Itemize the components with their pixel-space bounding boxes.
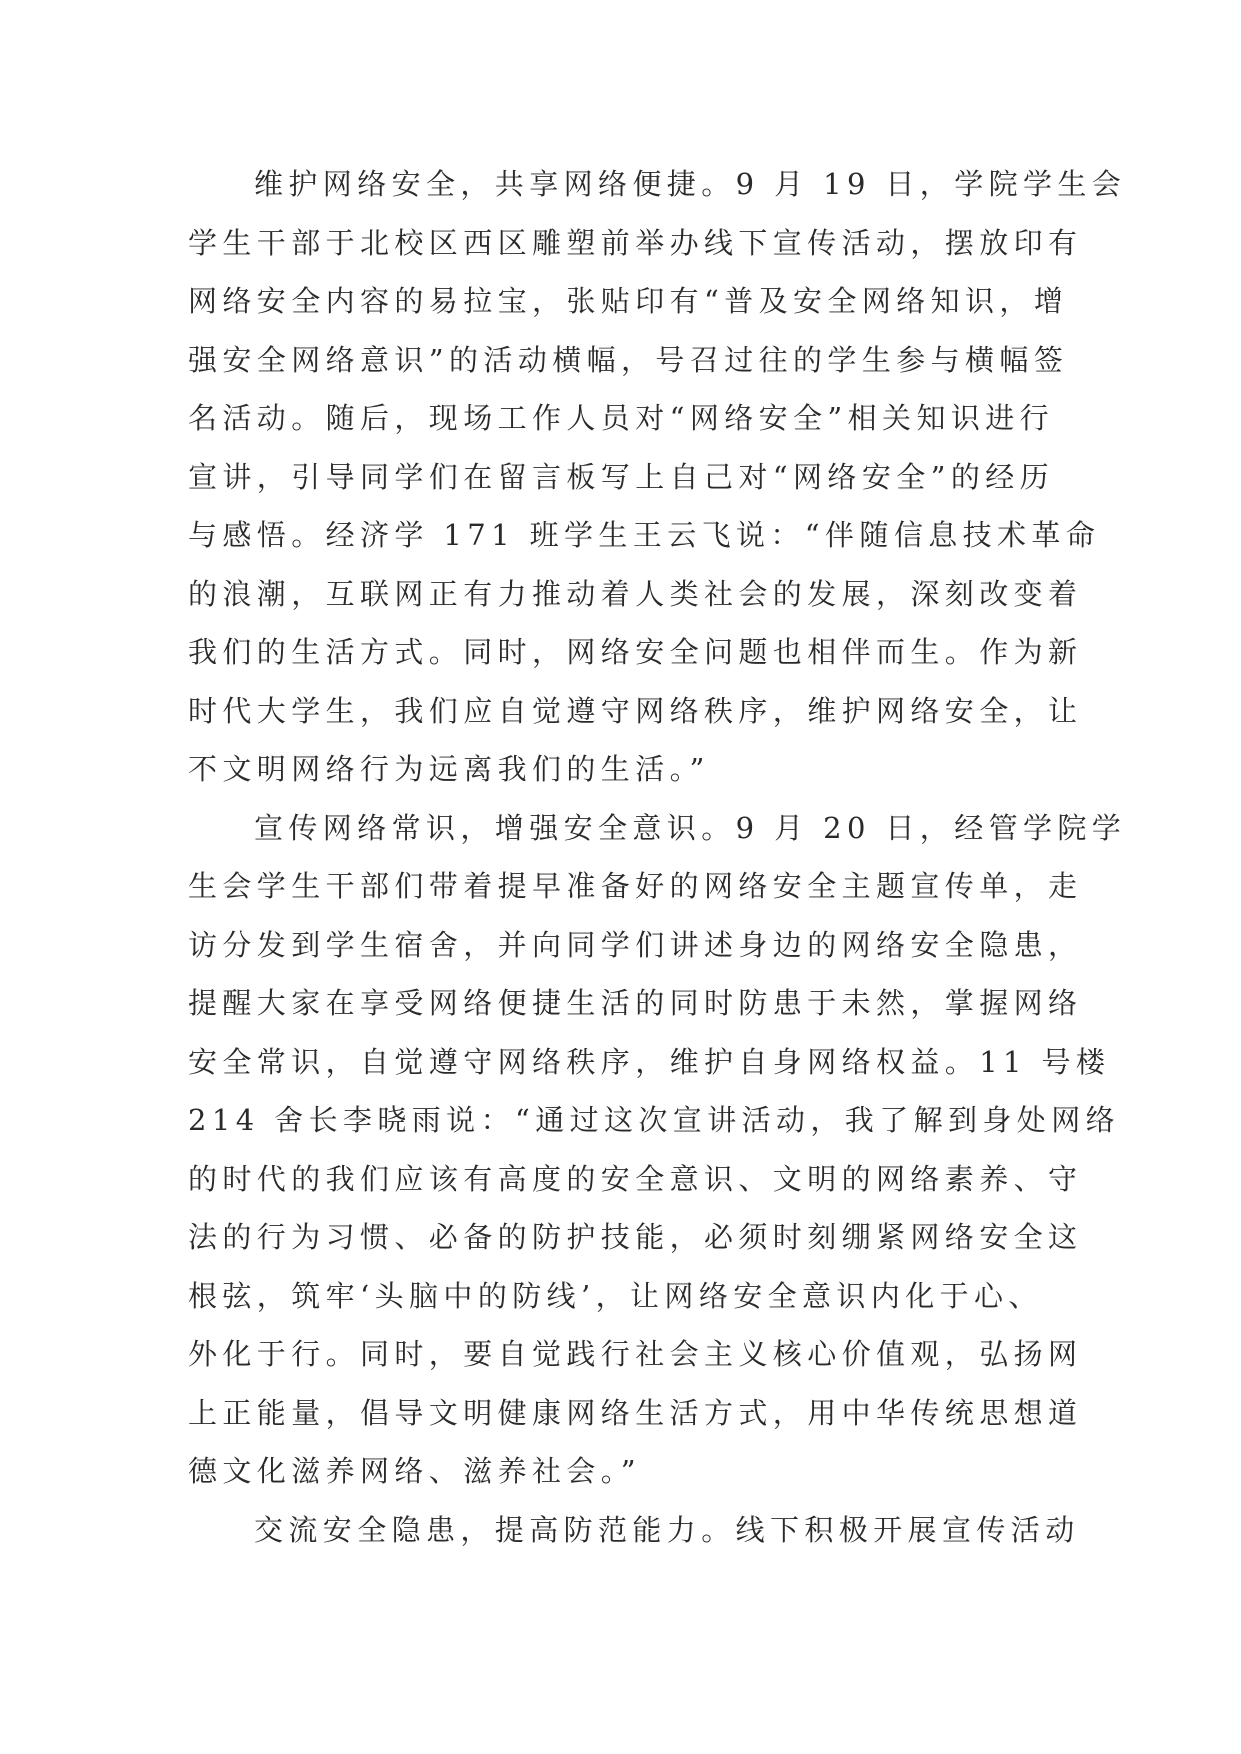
text-line: 交流安全隐患，提高防范能力。线下积极开展宣传活动 [254, 1512, 1080, 1547]
text-line: 提醒大家在享受网络便捷生活的同时防患于未然，掌握网络 [188, 986, 1083, 1020]
text-line: 生会学生干部们带着提早准备好的网络安全主题宣传单，走 [188, 869, 1083, 903]
text-line: 时代大学生，我们应自觉遵守网络秩序，维护网络安全，让 [188, 693, 1083, 728]
text-line: 宣讲，引导同学们在留言板写上自己对“网络安全”的经历 [188, 459, 1055, 494]
text-line: 访分发到学生宿舍，并向同学们讲述身边的网络安全隐患， [188, 927, 1083, 962]
paragraph-dormitory-outreach [188, 799, 1127, 1501]
text-line: 与感悟。经济学 171 班学生王云飞说：“伴随信息技术革命 [188, 518, 1101, 552]
text-line: 名活动。随后，现场工作人员对“网络安全”相关知识进行 [188, 401, 1055, 435]
text-line: 德文化滋养网络、滋养社会。” [188, 1454, 641, 1488]
text-line: 外化于行。同时，要自觉践行社会主义核心价值观，弘扬网 [188, 1337, 1083, 1371]
text-line: 上正能量，倡导文明健康网络生活方式，用中华传统思想道 [188, 1395, 1083, 1430]
text-line: 学生干部于北校区西区雕塑前举办线下宣传活动，摆放印有 [188, 225, 1083, 260]
text-line: 214 舍长李晓雨说：“通过这次宣讲活动，我了解到身处网络 [188, 1103, 1120, 1137]
paragraph-cybersecurity-exhibition [188, 155, 1127, 799]
text-line: 强安全网络意识”的活动横幅，号召过往的学生参与横幅签 [188, 342, 1069, 377]
text-line: 的浪潮，互联网正有力推动着人类社会的发展，深刻改变着 [188, 576, 1083, 611]
text-line: 的时代的我们应该有高度的安全意识、文明的网络素养、守 [188, 1161, 1083, 1196]
text-line: 安全常识，自觉遵守网络秩序，维护自身网络权益。11 号楼 [188, 1044, 1111, 1079]
text-line: 根弦，筑牢‘头脑中的防线’，让网络安全意识内化于心、 [188, 1278, 1043, 1313]
text-line: 法的行为习惯、必备的防护技能，必须时刻绷紧网络安全这 [188, 1220, 1083, 1254]
text-line: 我们的生活方式。同时，网络安全问题也相伴而生。作为新 [188, 635, 1083, 669]
paragraph-risk-exchange [188, 1501, 1080, 1560]
text-line: 网络安全内容的易拉宝，张贴印有“普及安全网络知识，增 [188, 284, 1069, 318]
body-text [188, 155, 1127, 1559]
text-line: 不文明网络行为远离我们的生活。” [188, 752, 710, 786]
text-line: 维护网络安全，共享网络便捷。9 月 19 日，学院学生会 [254, 167, 1127, 201]
text-line: 宣传网络常识，增强安全意识。9 月 20 日，经管学院学 [254, 810, 1127, 845]
